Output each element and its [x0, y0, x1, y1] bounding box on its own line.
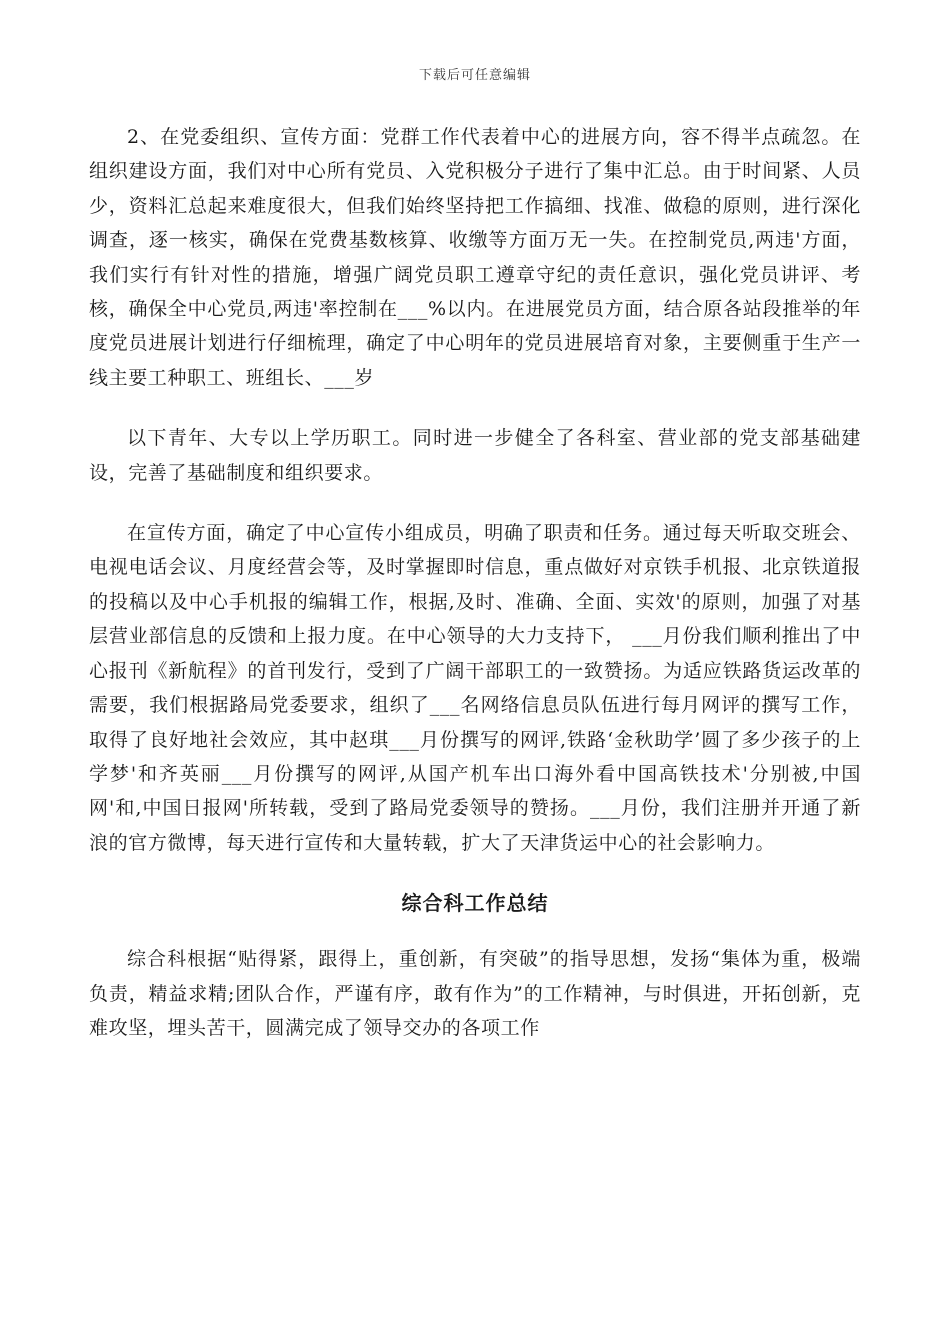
paragraph-party-organization: 2、在党委组织、宣传方面：党群工作代表着中心的进展方向，容不得半点疏忽。在组织建设方面，我们对中心所有党员、入党积极分子进行了集中汇总。由于时间紧、人员少，资料汇总起来难度很大，但我们始终坚持把工作搞细、找准、做稳的原则，进行深化调查，逐一核实，确保在党费基数核算、收缴等方面万无一失。在控制党员,两违'方面，我们实行有针对性的措施，增强广阔党员职工遵章守纪的责任意识，强化党员讲评、考核，确保全中心党员,两违'率控制在___%以内。在进展党员方面，结合原各站段推举的年度党员进展计划进行仔细梳理，确定了中心明年的党员进展培育对象，主要侧重于生产一线主要工种职工、班组长、___岁	[89, 126, 861, 389]
paragraph-publicity: 在宣传方面，确定了中心宣传小组成员，明确了职责和任务。通过每天听取交班会、电视电话会议、月度经营会等，及时掌握即时信息，重点做好对京铁手机报、北京铁道报的投稿以及中心手机报的编辑工作，根据,及时、准确、全面、实效'的原则，加强了对基层营业部信息的反馈和上报力度。在中心领导的大力支持下， ___月份我们顺利推出了中心报刊《新航程》的首刊发行，受到了广阔干部职工的一致赞扬。为适应铁路货运改革的需要，我们根据路局党委要求，组织了___名网络信息员队伍进行每月网评的撰写工作，取得了良好地社会效应，其中赵琪___月份撰写的网评,铁路‘金秋助学’圆了多少孩子的上学梦'和齐英丽___月份撰写的网评,从国产机车出口海外看中国高铁技术'分别被,中国网'和,中国日报网'所转载，受到了路局党委领导的赞扬。___月份，我们注册并开通了新浪的官方微博，每天进行宣传和大量转载，扩大了天津货运中心的社会影响力。	[89, 522, 861, 854]
section-title: 综合科工作总结	[401, 891, 549, 916]
document-body	[89, 120, 861, 1067]
header-note: 下载后可任意编辑	[418, 68, 531, 83]
paragraph-general-office: 综合科根据“贴得紧，跟得上，重创新，有突破”的指导思想，发扬“集体为重，极端负责，精益求精;团队合作，严谨有序，敢有作为”的工作精神，与时俱进，开拓创新，克难攻坚，埋头苦干，圆满完成了领导交办的各项工作	[89, 948, 861, 1039]
paragraph-youth-education: 以下青年、大专以上学历职工。同时进一步健全了各科室、营业部的党支部基础建设，完善了基础制度和组织要求。	[89, 427, 861, 484]
